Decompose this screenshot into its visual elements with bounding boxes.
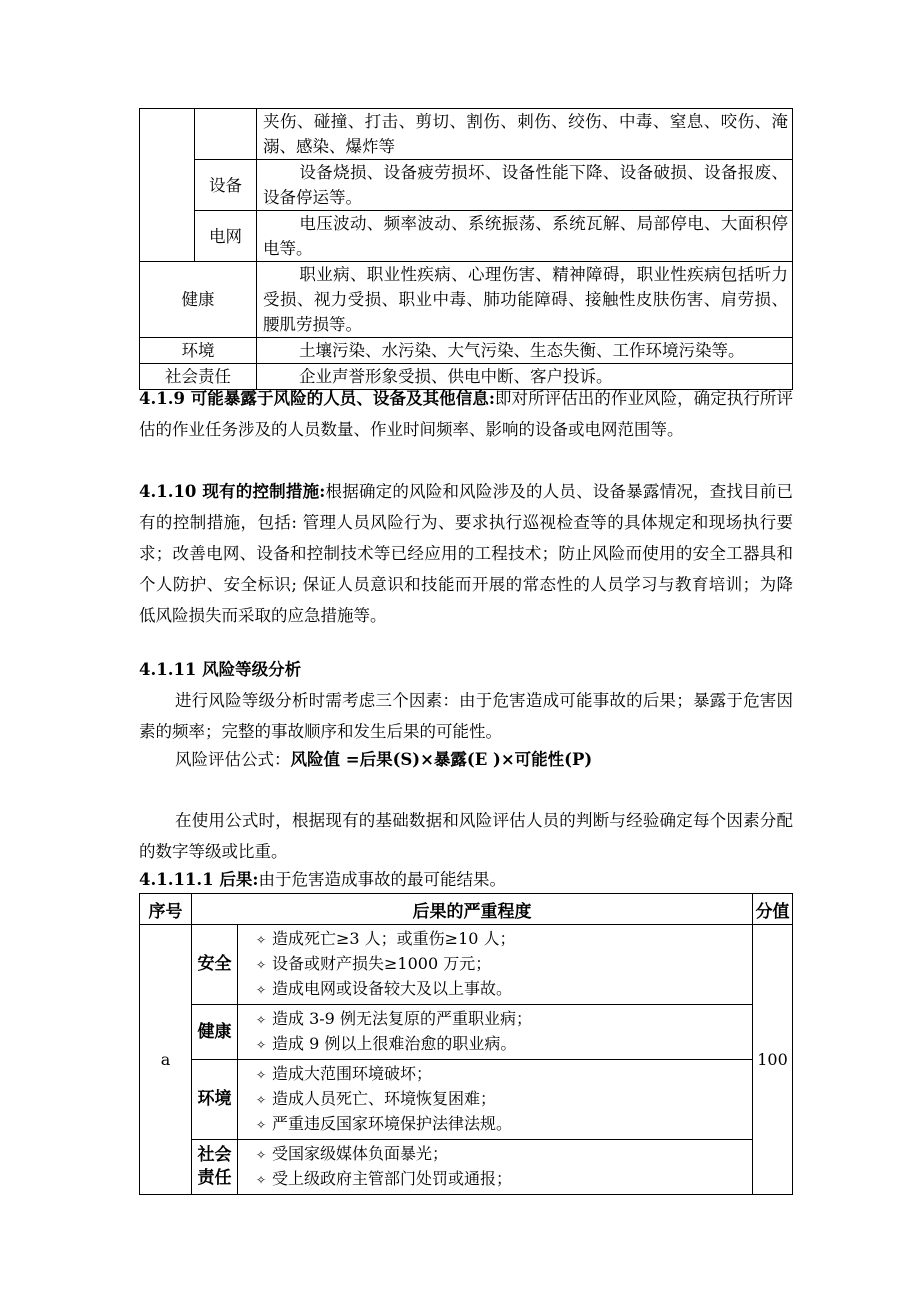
table-row xyxy=(140,1005,793,1060)
table-row xyxy=(140,1060,793,1140)
description-cell xyxy=(257,211,793,262)
hazard-table xyxy=(139,108,793,390)
item-list xyxy=(238,1060,753,1140)
section-heading: 4.1.11 风险等级分析 xyxy=(139,660,302,679)
formula-text: 风险值 =后果(S)×暴露(E )×可能性(P) xyxy=(290,750,593,769)
item-list xyxy=(238,1140,753,1195)
list-item: ✧ 严重违反国家环境保护法律法规。 xyxy=(256,1112,746,1137)
description-cell xyxy=(257,338,793,364)
description-text: 职业病、职业性疾病、心理伤害、精神障碍，职业性疾病包括听力受损、视力受损、职业中毒、肺功能障碍、接触性皮肤伤害、肩劳损、腰肌劳损等。 xyxy=(263,265,788,334)
list-item: ✧ 造成大范围环境破坏； xyxy=(256,1062,746,1087)
table-row xyxy=(140,338,793,364)
diamond-bullet-icon: ✧ xyxy=(256,1148,267,1162)
score-cell: 100 xyxy=(753,925,793,1195)
description-cell xyxy=(257,109,793,160)
category-cell: 社会责任 xyxy=(140,364,257,390)
diamond-bullet-icon: ✧ xyxy=(256,1173,267,1187)
section-4-1-11-1 xyxy=(139,864,793,895)
category-health: 健康 xyxy=(192,1005,238,1060)
list-item: ✧ 造成 9 例以上很难治愈的职业病。 xyxy=(256,1032,746,1057)
list-item: ✧ 造成 3-9 例无法复原的严重职业病； xyxy=(256,1007,746,1032)
diamond-bullet-icon: ✧ xyxy=(256,1038,267,1052)
description-cell xyxy=(257,262,793,338)
section-heading: 4.1.10 现有的控制措施: xyxy=(139,482,326,501)
category-safety: 安全 xyxy=(192,925,238,1005)
list-item: ✧ 受上级政府主管部门处罚或通报； xyxy=(256,1167,746,1192)
list-item: ✧ 造成电网或设备较大及以上事故。 xyxy=(256,977,746,1002)
category-cell: 环境 xyxy=(140,338,257,364)
description-text: 设备烧损、设备疲劳损坏、设备性能下降、设备破损、设备报废、设备停运等。 xyxy=(263,163,788,207)
diamond-bullet-icon: ✧ xyxy=(256,1013,267,1027)
category-cell xyxy=(140,109,195,262)
row-number: a xyxy=(140,925,192,1195)
list-item: ✧ 设备或财产损失≥1000 万元； xyxy=(256,952,746,977)
category-line: 责任 xyxy=(197,1168,232,1188)
category-cell: 健康 xyxy=(140,262,257,338)
section-4-1-10 xyxy=(139,476,793,631)
item-list xyxy=(238,925,753,1005)
consequence-table xyxy=(139,893,793,1195)
table-header-row xyxy=(140,894,793,925)
section-4-1-11-usage: 在使用公式时，根据现有的基础数据和风险评估人员的判断与经验确定每个因素分配的数字等级或比重。 xyxy=(139,811,793,861)
description-text: 土壤污染、水污染、大气污染、生态失衡、工作环境污染等。 xyxy=(299,341,745,360)
category-environment: 环境 xyxy=(192,1060,238,1140)
diamond-bullet-icon: ✧ xyxy=(256,1093,267,1107)
diamond-bullet-icon: ✧ xyxy=(256,1068,267,1082)
table-row xyxy=(140,262,793,338)
diamond-bullet-icon: ✧ xyxy=(256,958,267,972)
risk-formula xyxy=(139,744,793,775)
table-row xyxy=(140,160,793,211)
item-list xyxy=(238,1005,753,1060)
category-social-responsibility xyxy=(192,1140,238,1195)
list-item: ✧ 受国家级媒体负面暴光； xyxy=(256,1142,746,1167)
subcategory-cell xyxy=(195,109,257,160)
formula-label: 风险评估公式： xyxy=(175,750,291,769)
section-4-1-11-intro: 进行风险等级分析时需考虑三个因素：由于危害造成可能事故的后果；暴露于危害因素的频率；完整的事故顺序和发生后果的可能性。 xyxy=(139,691,793,741)
diamond-bullet-icon: ✧ xyxy=(256,983,267,997)
section-text: 由于危害造成事故的最可能结果。 xyxy=(258,870,506,889)
section-text: 根据确定的风险和风险涉及的人员、设备暴露情况，查找目前已有的控制措施，包括: 管理人员风险行为、要求执行巡视检查等的具体规定和现场执行要求；改善电网、设备和控制技术等已经应用的工程技术；防止风险而使用的安全工器具和个人防护、安全标识; 保证人员意识和技能而开展的常态性的人员学习与教育培训；为降低风险损失而采取的应急措施等。 xyxy=(139,482,793,625)
table-row xyxy=(140,925,793,1005)
table-row xyxy=(140,1140,793,1195)
section-heading: 4.1.11.1 后果: xyxy=(139,870,259,889)
header-no: 序号 xyxy=(140,894,192,925)
description-text: 电压波动、频率波动、系统振荡、系统瓦解、局部停电、大面积停电等。 xyxy=(263,214,788,258)
description-cell xyxy=(257,160,793,211)
category-line: 社会 xyxy=(197,1145,232,1165)
diamond-bullet-icon: ✧ xyxy=(256,933,267,947)
header-severity: 后果的严重程度 xyxy=(192,894,753,925)
description-text: 企业声誉形象受损、供电中断、客户投诉。 xyxy=(299,367,613,386)
section-4-1-11-heading xyxy=(139,654,793,685)
subcategory-cell: 电网 xyxy=(195,211,257,262)
table-row xyxy=(140,211,793,262)
table-row xyxy=(140,109,793,160)
section-heading: 4.1.9 可能暴露于风险的人员、设备及其他信息: xyxy=(139,389,495,408)
subcategory-cell: 设备 xyxy=(195,160,257,211)
list-item: ✧ 造成人员死亡、环境恢复困难； xyxy=(256,1087,746,1112)
list-item: ✧ 造成死亡≥3 人；或重伤≥10 人； xyxy=(256,927,746,952)
header-score: 分值 xyxy=(753,894,793,925)
section-4-1-9 xyxy=(139,383,793,445)
section-text: 即对所评估出的作业风险，确定执行所评估的作业任务涉及的人员数量、作业时间频率、影响的设备或电网范围等。 xyxy=(139,389,793,439)
description-text: 夹伤、碰撞、打击、剪切、割伤、刺伤、绞伤、中毒、窒息、咬伤、淹溺、感染、爆炸等 xyxy=(263,112,788,156)
diamond-bullet-icon: ✧ xyxy=(256,1118,267,1132)
